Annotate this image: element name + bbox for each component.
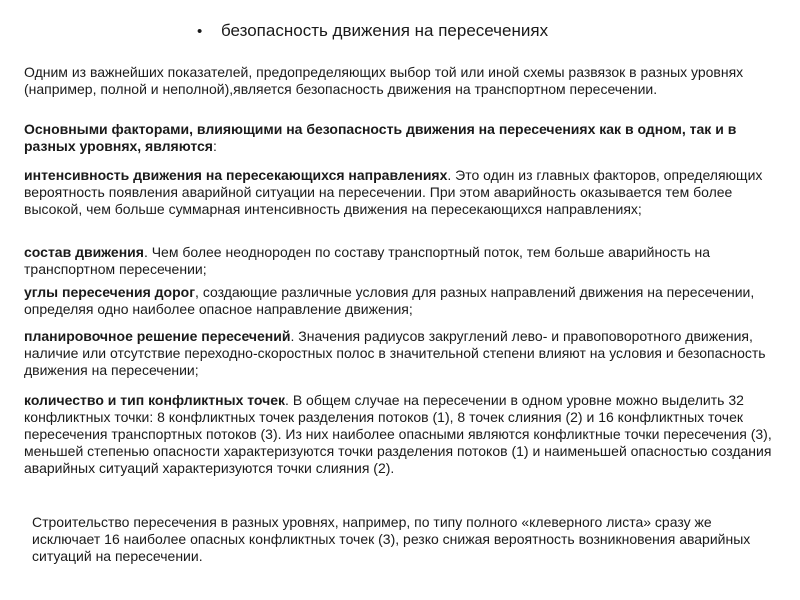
factor-text: . В общем случае на пересечении в одном уровне можно выделить 32 конфликтных точки: 8 конфликтных точек разделения потоков (1), 8 точек слияния (2) и 16 конфликтных точек пересечения транспортных потоков (3). Из них наиболее опасными являются конфликтные точки пересечения (3), меньшей степенью опасности характеризуются точки разделения потоков (1) и наименьшей опасностью создания аварийных ситуаций характеризуются точки слияния (2). xyxy=(24,392,772,476)
factor-term: количество и тип конфликтных точек xyxy=(24,392,286,408)
factors-heading-colon: : xyxy=(212,138,217,154)
factor-text: . Значения радиусов закруглений лево- и правоповоротного движения, наличие или отсутствие переходно-скоростных полос в значительной степени влияют на условия и безопасность движения на пересечении; xyxy=(24,328,766,378)
factor-item xyxy=(24,328,774,379)
factor-term: интенсивность движения на пересекающихся направлениях xyxy=(24,167,448,183)
factor-item xyxy=(24,392,774,477)
conclusion-paragraph: Строительство пересечения в разных уровнях, например, по типу полного «клеверного листа» сразу же исключает 16 наиболее опасных конфликтных точек (3), резко снижая вероятность возникновения аварийных ситуаций на пересечении. xyxy=(32,514,751,564)
factor-term: углы пересечения дорог xyxy=(24,284,196,300)
factor-item xyxy=(24,244,774,278)
slide-title xyxy=(197,21,548,41)
title-text: безопасность движения на пересечениях xyxy=(221,21,549,40)
factor-term: состав движения xyxy=(24,244,144,260)
factor-term: планировочное решение пересечений xyxy=(24,328,291,344)
factors-heading-text: Основными факторами, влияющими на безопасность движения на пересечениях как в одном, так и в разных уровнях, являются xyxy=(24,121,737,154)
title-bullet: • xyxy=(197,23,203,40)
factor-text: . Чем более неоднороден по составу транспортный поток, тем больше аварийность на транспортном пересечении; xyxy=(24,244,711,277)
factor-text: . Это один из главных факторов, определяющих вероятность появления аварийной ситуации на пересечении. При этом аварийность оказывается тем более высокой, чем больше суммарная интенсивность движения на пересекающихся направлениях; xyxy=(24,167,763,217)
factor-text: , создающие различные условия для разных направлений движения на пересечении, определяя одно наиболее опасное направление движения; xyxy=(24,284,755,317)
factor-item xyxy=(24,167,774,218)
factor-item xyxy=(24,284,774,318)
intro-paragraph: Одним из важнейших показателей, предопределяющих выбор той или иной схемы развязок в разных уровнях (например, полной и неполной),является безопасность движения на транспортном пересечении. xyxy=(24,64,744,97)
factors-heading xyxy=(24,121,774,155)
